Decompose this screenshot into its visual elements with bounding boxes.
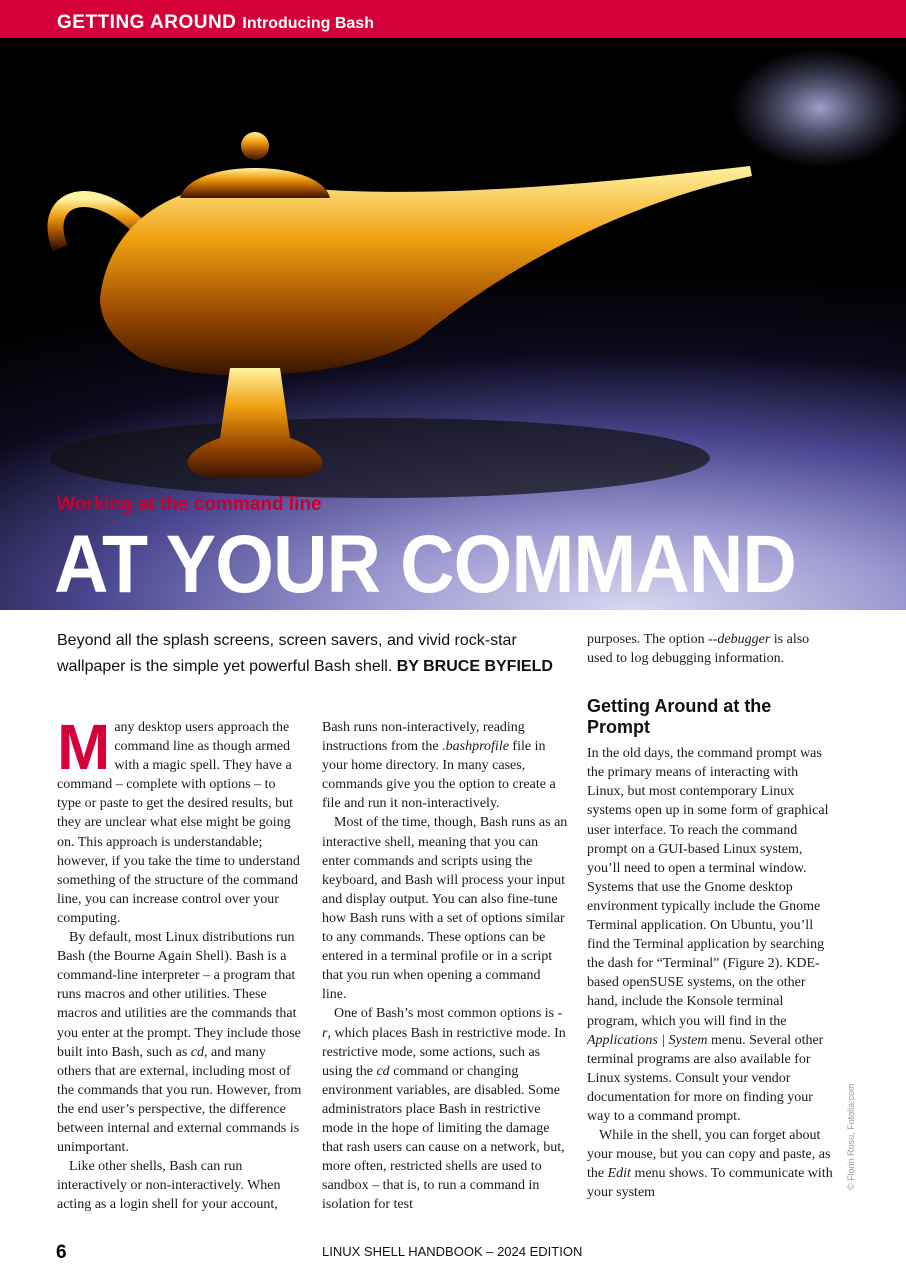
section-title: GETTING AROUND <box>57 12 237 33</box>
italic-term: -r <box>322 1006 563 1041</box>
drop-cap: M <box>57 711 111 783</box>
byline: BY BRUCE BYFIELD <box>396 658 553 675</box>
text-run: is also used to log debugging information. <box>587 632 810 667</box>
italic-term: .bashprofile <box>442 739 509 755</box>
text-run: menu. Several other terminal programs are also available for Linux systems. Consult your vendor documentation for more on finding your way to a command prompt. <box>587 1032 824 1124</box>
section-heading: Getting Around at the Prompt <box>587 696 772 738</box>
text-run: command or changing environment variables, are disabled. Some administrators place Bash in restrictive mode in the hope of limiting the damage that rash users can cause on a network, but, more often, restricted shells are used to sandbox – that is, to run a command in isolation for test <box>322 1063 565 1213</box>
body-paragraph <box>322 813 568 1004</box>
body-paragraph <box>322 718 568 813</box>
body-paragraph <box>587 630 833 668</box>
text-run: One of Bash’s most common options is <box>334 1006 558 1022</box>
body-paragraph <box>57 1157 303 1214</box>
body-column-2 <box>322 718 568 1214</box>
text-run: Like other shells, Bash can run interactively or non-interactively. When acting as a login shell for your account, <box>57 1159 281 1213</box>
body-paragraph <box>57 928 303 1157</box>
text-run: any desktop users approach the command line as though armed with a magic spell. They have a command – complete with options – to type or paste to get the desired results, but they are unclear what else might be going on. This approach is understandable; however, if you take the time to understand something of the structure of the command line, you can increase control over your computing. <box>57 720 300 926</box>
text-run: In the old days, the command prompt was the primary means of interacting with Linux, but most contemporary Linux systems open up in some form of graphical user interface. To reach the command prompt on a GUI-based Linux system, you’ll need to open a terminal window. Systems that use the Gnome desktop environment typically include the Gnome Terminal application. On Ubuntu, you’ll find the Terminal application by searching the dash for “Terminal” (Figure 2). KDE-based openSUSE systems, on the other hand, include the Konsole terminal program, which you will find in the <box>587 746 829 1029</box>
italic-term: cd <box>376 1063 390 1079</box>
italic-term: --debugger <box>708 632 771 647</box>
body-paragraph <box>322 1004 568 1214</box>
text-run: file in your home directory. In many cases, commands give you the option to create a file and run it non-interactively. <box>322 739 556 812</box>
body-column-3 <box>587 630 833 1202</box>
text-run: Bash runs non-interactively, reading instructions from the <box>322 720 525 755</box>
page-number: 6 <box>56 1242 67 1263</box>
section-label <box>57 12 374 34</box>
article-title: AT YOUR COMMAND <box>54 519 796 610</box>
italic-term: Applications | System <box>587 1032 708 1048</box>
body-column-1 <box>57 711 303 1214</box>
body-paragraph <box>587 1126 833 1202</box>
text-run: , and many others that are external, including most of the commands that you run. However, from the end user’s perspective, the difference between internal and external commands is unimportant. <box>57 1044 302 1156</box>
hero-image-magic-lamp <box>0 38 906 610</box>
italic-term: Edit <box>607 1166 631 1182</box>
text-run: By default, most Linux distributions run Bash (the Bourne Again Shell). Bash is a command-line interpreter – a program that runs macros and other utilities. These macros and utilities are the commands that you enter at the prompt. They include those built into Bash, such as <box>57 930 301 1060</box>
text-run: , which places Bash in restrictive mode. In restrictive mode, some actions, such as using the <box>322 1025 566 1079</box>
article-kicker: Working at the command line <box>57 494 322 515</box>
italic-term: cd <box>190 1044 204 1060</box>
section-header-bar <box>0 0 906 38</box>
subsection-title: Introducing Bash <box>242 15 374 32</box>
text-run: menu shows. To communicate with your system <box>587 1166 833 1201</box>
text-run: purposes. The option <box>587 632 709 647</box>
text-run: Most of the time, though, Bash runs as an interactive shell, meaning that you can enter commands and scripts using the keyboard, and Bash will process your input and display output. You can also fine-tune how Bash runs with a set of options similar to any commands. These options can be entered in a terminal profile or in a script that you run when opening a command line. <box>322 815 568 1003</box>
text-run: While in the shell, you can forget about your mouse, but you can copy and paste, as the <box>587 1128 831 1182</box>
publication-footer: LINUX SHELL HANDBOOK – 2024 EDITION <box>322 1244 583 1259</box>
photo-credit: © Florin Rosu, Fotolia.com <box>846 1083 856 1190</box>
body-paragraph <box>587 744 833 1126</box>
article-deck <box>57 628 567 680</box>
deck-text: Beyond all the splash screens, screen savers, and vivid rock-star wallpaper is the simple yet powerful Bash shell. <box>57 632 517 675</box>
